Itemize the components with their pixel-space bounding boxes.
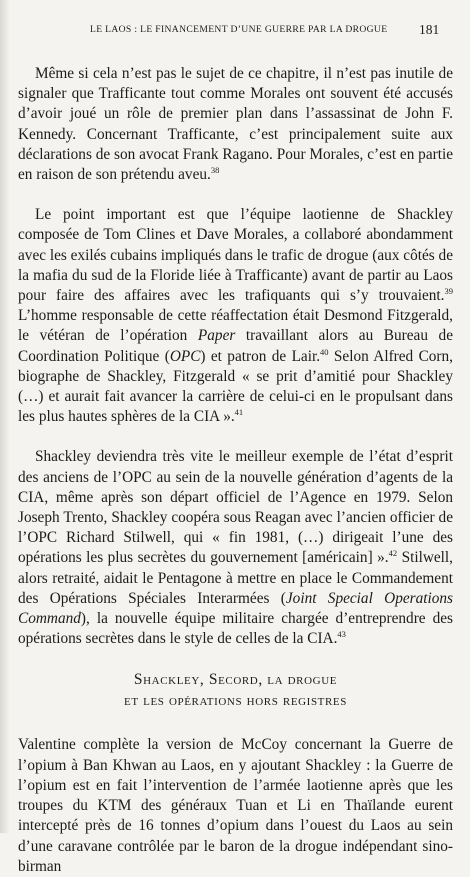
footnote-ref: 42 xyxy=(388,548,398,559)
page-number: 181 xyxy=(419,22,440,37)
section-heading-line-1: Shackley, Secord, la drogue xyxy=(133,671,338,689)
section-heading xyxy=(18,669,453,711)
paragraph-3: Shackley deviendra très vite le meilleur exemple de l’état d’esprit des anciens de l’OPC au sein de la nouvelle génération d’agents de la CIA, même après son départ officiel de l’Agence en 1979. Selon Joseph Trento, Shackley coopéra sous Reagan avec l’ancien officier de l’OPC Richard Stilwell, qui « fin 1981, (…) dirigeait l’une des opérations les plus secrètes du gouvernement [américain] ».$^{42}$ Stilwell, alors retraité, aidait le Pentagone à mettre en place le Commandement des Opérations Spéciales Interarmées (Joint Special Operations Command), la nouvelle équipe militaire chargée d’entreprendre des opérations secrètes dans le style de celles de la CIA.$^{43}$ xyxy=(18,448,453,648)
italic-term: OPC xyxy=(169,347,201,365)
page-gutter-shadow xyxy=(0,0,10,833)
paragraph-4: Valentine complète la version de McCoy concernant la Guerre de l’opium à Ban Khwan au Laos, en y ajoutant Shackley : la Guerre de l’opium est en fait l’intervention de l’armée laotienne après que les troupes du KTM des généraux Tuan et Li en Thaïlande eurent intercepté près de 16 tonnes d’opium dans l’ouest du Laos au sein d’une caravane contrôlée par le baron de la drogue indépendant sino-birman xyxy=(18,736,453,875)
paragraph-2: Le point important est que l’équipe laotienne de Shackley composée de Tom Clines et Dave Morales, a collaboré abondamment avec les exilés cubains impliqués dans le trafic de drogue (aux côtés de la mafia du sud de la Floride liée à Trafficante) avant de partir au Laos pour faire des affaires avec les trafiquants qui s’y trouvaient.$^{39}$ L’homme responsable de cette réaffectation était Desmond Fitzgerald, le vétéran de l’opération Paper travaillant alors au Bureau de Coordination Politique (OPC) et patron de Lair.$^{40}$ Selon Alfred Corn, biographe de Shackley, Fitzgerald « se prit d’amitié pour Shackley (…) et aurait fait avancer la carrière de celui-ci en le propulsant dans les plus hautes sphères de la CIA ».$^{41}$ xyxy=(18,206,453,426)
italic-term: Paper xyxy=(197,327,236,345)
footnote-ref: 39 xyxy=(444,286,453,297)
section-heading-line-2: et les opérations hors registres xyxy=(124,692,347,710)
italic-term: Joint Special Operations Command xyxy=(18,589,453,628)
paragraph-1: Même si cela n’est pas le sujet de ce chapitre, il n’est pas inutile de signaler que Trafficante tout comme Morales ont souvent été accusés d’avoir joué un rôle de premier plan dans l’assassinat de John F. Kennedy. Concernant Trafficante, c’est principalement suite aux déclarations de son avocat Frank Ragano. Pour Morales, c’est en partie en raison de son prétendu aveu.$^{38}$ xyxy=(18,65,453,184)
body-text xyxy=(18,64,453,877)
footnote-ref: 43 xyxy=(337,629,346,640)
running-head-title: LE LAOS : LE FINANCEMENT D’UNE GUERRE PAR LA DROGUE xyxy=(90,24,388,35)
footnote-ref: 38 xyxy=(210,165,220,176)
running-head xyxy=(0,22,470,38)
footnote-ref: 40 xyxy=(320,346,329,357)
footnote-ref: 41 xyxy=(234,407,244,418)
